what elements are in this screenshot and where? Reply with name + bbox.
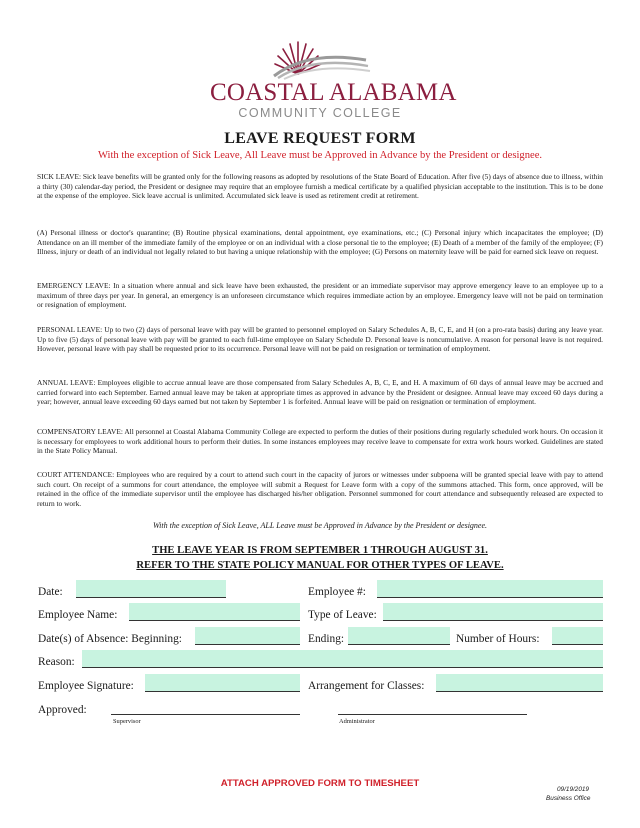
logo-subtitle: COMMUNITY COLLEGE — [238, 106, 402, 120]
form-title: LEAVE REQUEST FORM — [224, 130, 416, 147]
employee-signature-input[interactable] — [145, 674, 300, 692]
annual-leave-paragraph: ANNUAL LEAVE: Employees eligible to accrue annual leave are those compensated from Salary Schedules A, B, C, E, and H. A maximum of 60 days of annual leave may be accrued and carried forward into each September. Earned annual leave may be taken at appropriate times as approved in advance by the President or designee. Annual leave may exceed 60 days during a year; however, annual leave exceeding 60 days earned but not taken by September 1 is forfeited. Annual leave will be paid on resignation or termination of employment. — [37, 378, 603, 407]
revision-date: 09/19/2019 — [557, 786, 589, 793]
ending-date-input[interactable] — [348, 627, 450, 645]
employee-number-label: Employee #: — [308, 586, 366, 598]
emergency-leave-paragraph: EMERGENCY LEAVE: In a situation where annual and sick leave have been exhausted, the president or an immediate supervisor may approve emergency leave to an employee up to a maximum of three days per year. In general, an emergency is an unforeseen circumstance which requires immediate action by an employee. Emergency leave will not be paid on termination or resignation of employment. — [37, 281, 603, 310]
dates-of-absence-label: Date(s) of Absence: Beginning: — [38, 633, 182, 645]
employee-number-input[interactable] — [377, 580, 603, 598]
attach-instruction: ATTACH APPROVED FORM TO TIMESHEET — [220, 778, 420, 789]
sick-leave-paragraph: SICK LEAVE: Sick leave benefits will be granted only for the following reasons as adopted by resolutions of the State Board of Education. After five (5) days of absence due to illness, within a thirty (30) calendar-day period, the President or designee may require that an employee furnish a medical certificate by a qualified physician acceptable to the institution. This is to be done at the expense of the employee. Sick leave accrual is unlimited. Accumulated sick leave is used as retirement credit at retirement. — [37, 172, 603, 201]
arrangement-for-classes-input[interactable] — [436, 674, 603, 692]
employee-name-input[interactable] — [129, 603, 300, 621]
policy-manual-heading: REFER TO THE STATE POLICY MANUAL FOR OTHER TYPES OF LEAVE. — [136, 560, 504, 571]
form-subtitle: With the exception of Sick Leave, All Leave must be Approved in Advance by the President or designee. — [97, 150, 543, 161]
number-of-hours-label: Number of Hours: — [456, 633, 540, 645]
personal-leave-paragraph: PERSONAL LEAVE: Up to two (2) days of personal leave with pay will be granted to personnel employed on Salary Schedules A, B, C, E, and H (on a pro-rata basis) during any leave year. Up to five (5) days of personal leave with pay will be granted to each full-time employee on Salary Schedule D. Personal leave is noncumulative. A reason for personal leave is not required. However, personal leave with pay shall be requested prior to its occurrence. Personal leave will not be paid on resignation or termination of employment. — [37, 325, 603, 354]
administrator-caption: Administrator — [339, 718, 375, 725]
court-attendance-paragraph: COURT ATTENDANCE: Employees who are required by a court to attend such court in the capacity of jurors or witnesses under subpoena will be granted special leave with pay to attend such court. On receipt of a summons for court attendance, the employee will submit a Request for Leave form with a copy of the summons attached. This form, once approved, will be retained in the office of the immediate supervisor until the employee has discharged his/her obligation. Personnel summoned for court attendance and subsequently released are expected to return to work. — [37, 470, 603, 508]
approval-note: With the exception of Sick Leave, ALL Leave must be Approved in Advance by the President or designee. — [152, 521, 488, 530]
administrator-signature-line[interactable] — [338, 714, 527, 715]
type-of-leave-label: Type of Leave: — [308, 609, 377, 621]
approved-label: Approved: — [38, 704, 87, 716]
compensatory-leave-paragraph: COMPENSATORY LEAVE: All personnel at Coastal Alabama Community College are expected to perform the duties of their positions during regularly scheduled work hours. On occasion it is necessary for employees to work additional hours to perform their duties. In some instances employees may receive leave to compensate for extra work hours worked. Guidelines are stated in the State Policy Manual. — [37, 427, 603, 456]
type-of-leave-input[interactable] — [383, 603, 603, 621]
business-office-label: Business Office — [546, 795, 591, 802]
sunrise-wave-icon — [268, 36, 372, 80]
reason-label: Reason: — [38, 656, 75, 668]
college-logo — [210, 36, 457, 120]
logo-name: COASTAL ALABAMA — [210, 79, 457, 106]
sick-leave-reasons-paragraph: (A) Personal illness or doctor's quarantine; (B) Routine physical examinations, dental appointment, eye examinations, etc.; (C) Personal injury which incapacitates the employee; (D) Attendance on an ill member of the immediate family of the employee or on an individual with a close personal tie to the employee; (E) Death of a member of the family of the employee; (F) Illness, injury or death of an individual not legally related to but having a unique relationship with the employee; (G) Persons on maternity leave will be paid for earned sick leave on request. — [37, 228, 603, 257]
date-input[interactable] — [76, 580, 226, 598]
employee-name-label: Employee Name: — [38, 609, 118, 621]
supervisor-caption: Supervisor — [113, 718, 141, 725]
reason-input[interactable] — [82, 650, 603, 668]
ending-label: Ending: — [308, 633, 345, 645]
leave-year-heading: THE LEAVE YEAR IS FROM SEPTEMBER 1 THROUGH AUGUST 31. — [152, 545, 488, 556]
supervisor-signature-line[interactable] — [111, 714, 300, 715]
number-of-hours-input[interactable] — [552, 627, 603, 645]
employee-signature-label: Employee Signature: — [38, 680, 134, 692]
arrangement-for-classes-label: Arrangement for Classes: — [308, 680, 425, 692]
date-label: Date: — [38, 586, 63, 598]
beginning-date-input[interactable] — [195, 627, 300, 645]
